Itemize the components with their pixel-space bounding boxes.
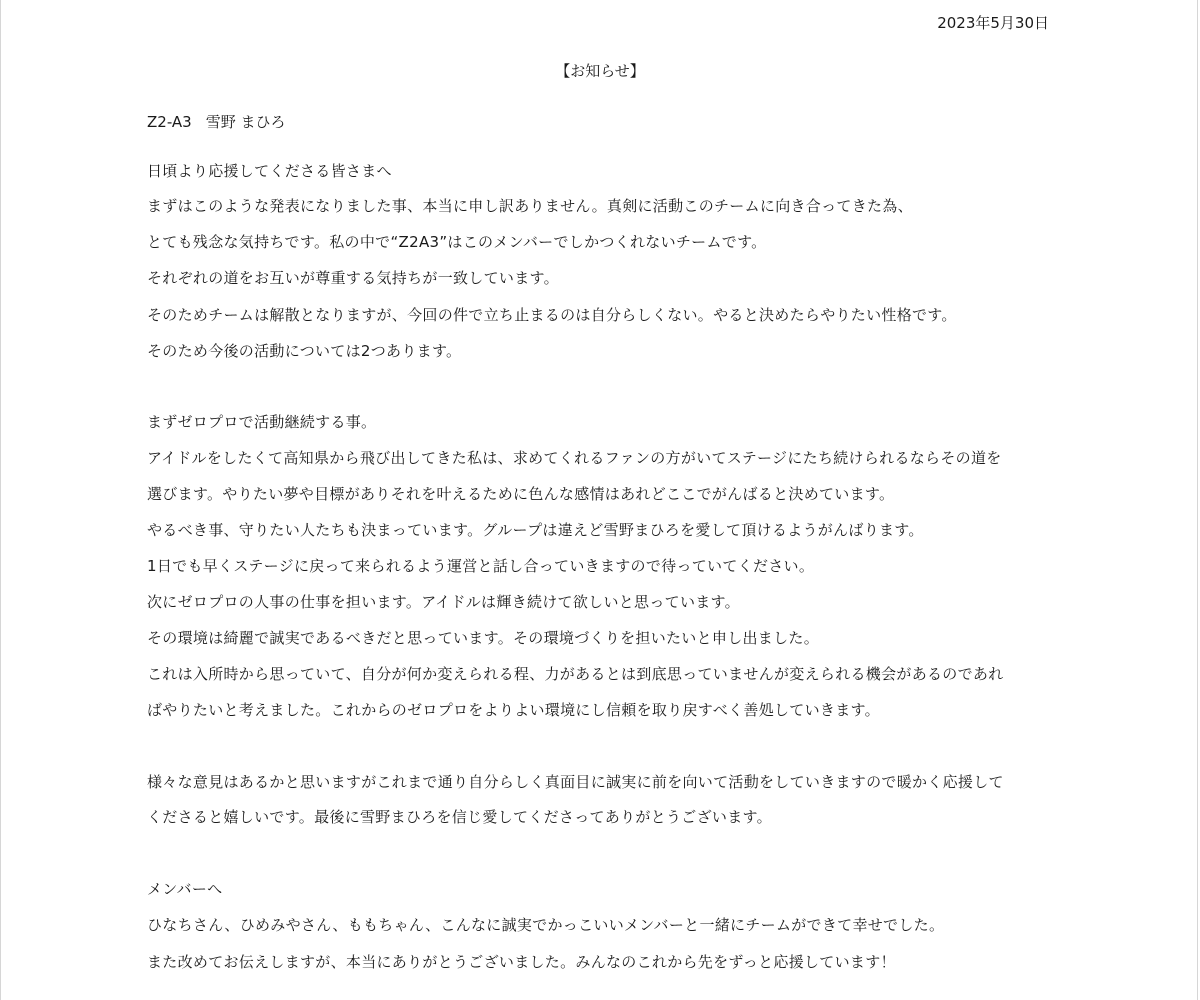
body-line: そのためチームは解散となりますが、今回の件で立ち止まるのは自分らしくない。やると決めたらやりたい性格です。: [147, 306, 957, 324]
body-line: そのため今後の活動については2つあります。: [147, 342, 462, 360]
author-name: 雪野 まひろ: [205, 113, 286, 131]
body-line: とても残念な気持ちです。私の中で“Z2A3”はこのメンバーでしかつくれないチームです。: [147, 233, 767, 251]
body-line: アイドルをしたくて高知県から飛び出してきた私は、求めてくれるファンの方がいてステージにたち続けられるならその道を: [147, 449, 1002, 467]
author-group: Z2-A3: [147, 113, 192, 131]
body-line: 様々な意見はあるかと思いますがこれまで通り自分らしく真面目に誠実に前を向いて活動をしていきますので暖かく応援して: [147, 773, 1004, 791]
body-line: 次にゼロプロの人事の仕事を担います。アイドルは輝き続けて欲しいと思っています。: [147, 593, 740, 611]
body-line: やるべき事、守りたい人たちも決まっています。グループは違えど雪野まひろを愛して頂けるようがんばります。: [147, 521, 924, 539]
body-line: それぞれの道をお互いが尊重する気持ちが一致しています。: [147, 269, 559, 287]
body-line: 選びます。やりたい夢や目標がありそれを叶えるために色んな感情はあれどここでがんばると決めています。: [147, 485, 895, 503]
body-line: その環境は綺麗で誠実であるべきだと思っています。その環境づくりを担いたいと申し出ました。: [147, 629, 820, 647]
body-line: これは入所時から思っていて、自分が何か変えられる程、力があるとは到底思っていませんが変えられる機会があるのであれ: [147, 665, 1004, 683]
body-line: また改めてお伝えしますが、本当にありがとうございました。みんなのこれから先をずっと応援しています！: [147, 953, 896, 971]
body-line: ひなちさん、ひめみやさん、ももちゃん、こんなに誠実でかっこいいメンバーと一緒にチームができて幸せでした。: [147, 916, 945, 934]
body-line: 1日でも早くステージに戻って来られるよう運営と話し合っていきますので待っていてください。: [147, 557, 815, 575]
document-date: 2023年5月30日: [937, 14, 1049, 32]
body-line: メンバーへ: [147, 880, 223, 898]
body-line: 日頃より応援してくださる皆さまへ: [147, 162, 392, 180]
body-line: まずはこのような発表になりました事、本当に申し訳ありません。真剣に活動このチームに向き合ってきた為、: [147, 197, 913, 215]
document-title: 【お知らせ】: [555, 62, 645, 80]
body-line: くださると嬉しいです。最後に雪野まひろを信じ愛してくださってありがとうございます。: [147, 808, 772, 826]
body-line: ばやりたいと考えました。これからのゼロプロをよりよい環境にし信頼を取り戻すべく善処していきます。: [147, 701, 880, 719]
body-line: まずゼロプロで活動継続する事。: [147, 413, 377, 431]
author-line: [147, 111, 286, 133]
